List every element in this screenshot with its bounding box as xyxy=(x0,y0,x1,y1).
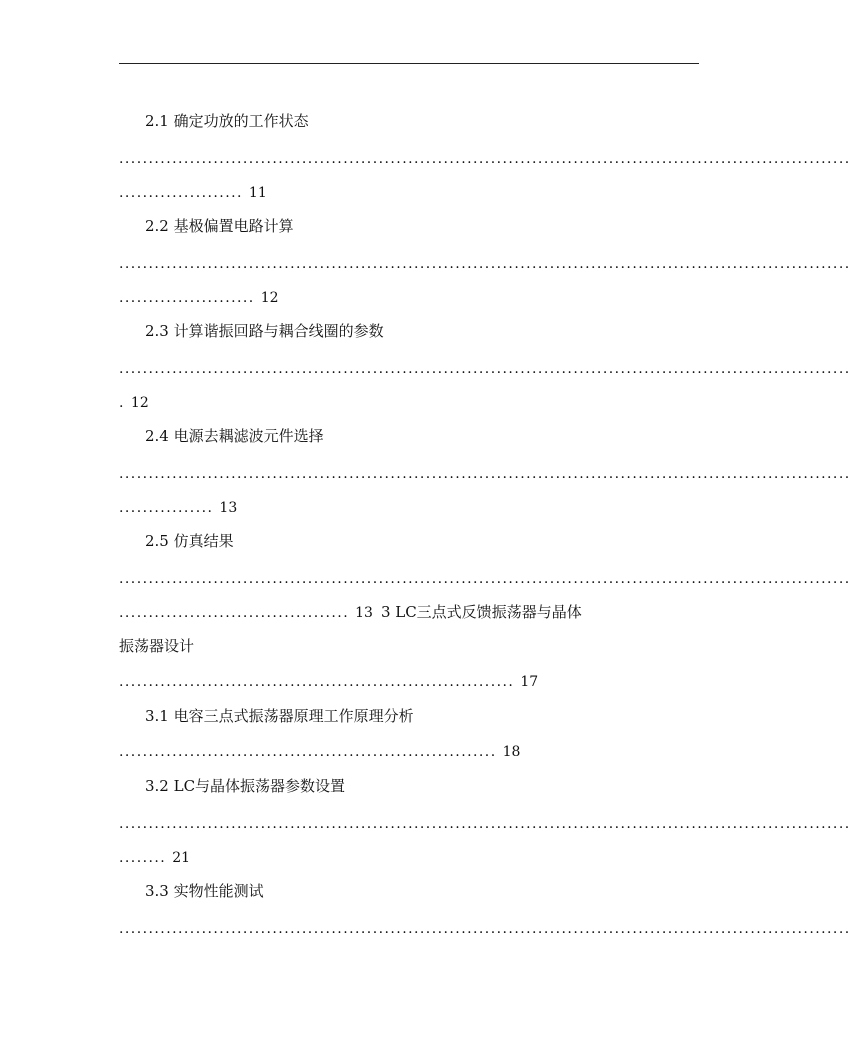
toc-page-number[interactable]: 12 xyxy=(130,395,149,411)
toc-page-number[interactable]: 21 xyxy=(172,850,191,866)
toc-entry-2-4-title[interactable]: 2.4 电源去耦滤波元件选择 xyxy=(145,427,324,445)
leader-dots: ....................................... xyxy=(119,605,350,621)
toc-leader-dots: ............................................................................................................................ xyxy=(119,466,851,482)
leader-dots: ........ xyxy=(119,850,167,866)
toc-entry-3-3-title[interactable]: 3.3 实物性能测试 xyxy=(145,882,264,900)
toc-leader-dots: ............................................................................................................................ xyxy=(119,256,851,272)
toc-page-number[interactable]: 18 xyxy=(502,744,521,760)
toc-leader-dots: ............................................................................................................................ xyxy=(119,571,851,587)
toc-entry-3-title-wrap[interactable]: 振荡器设计 xyxy=(119,637,195,655)
toc-entry-2-1-title[interactable]: 2.1 确定功放的工作状态 xyxy=(145,112,309,130)
toc-entry-2-2-title[interactable]: 2.2 基极偏置电路计算 xyxy=(145,217,294,235)
toc-page-number[interactable]: 11 xyxy=(248,185,267,201)
toc-entry-2-5-title[interactable]: 2.5 仿真结果 xyxy=(145,532,234,550)
toc-page-number[interactable]: 17 xyxy=(520,674,539,690)
toc-entry-3-title-start[interactable]: 3 LC三点式反馈振荡器与晶体 xyxy=(380,603,582,621)
toc-leader-dots: ............................................................................................................................ xyxy=(119,921,851,937)
toc-entry-2-2-leader xyxy=(119,288,279,308)
leader-dots: ................................................................... xyxy=(119,674,515,690)
leader-dots: ..................... xyxy=(119,185,243,201)
leader-dots: ....................... xyxy=(119,290,255,306)
leader-dots: . xyxy=(119,395,125,411)
leader-dots: ................ xyxy=(119,500,214,516)
toc-leader-dots: ............................................................................................................................ xyxy=(119,361,851,377)
toc-entry-3-2-leader xyxy=(119,848,190,868)
toc-page-number[interactable]: 13 xyxy=(219,500,238,516)
toc-entry-2-4-leader xyxy=(119,498,237,518)
toc-entry-2-1-leader xyxy=(119,183,267,203)
header-rule xyxy=(119,63,699,64)
toc-page-number[interactable]: 12 xyxy=(260,290,279,306)
toc-entry-3-1-title[interactable]: 3.1 电容三点式振荡器原理工作原理分析 xyxy=(145,707,414,725)
toc-entry-2-5-leader xyxy=(119,602,582,622)
toc-entry-3-leader xyxy=(119,672,538,692)
toc-leader-dots: ............................................................................................................................ xyxy=(119,151,851,167)
toc-entry-2-3-title[interactable]: 2.3 计算谐振回路与耦合线圈的参数 xyxy=(145,322,384,340)
toc-entry-3-2-title[interactable]: 3.2 LC与晶体振荡器参数设置 xyxy=(145,777,346,795)
toc-entry-3-1-leader xyxy=(119,742,520,762)
toc-leader-dots: ............................................................................................................................ xyxy=(119,816,851,832)
toc-entry-2-3-leader xyxy=(119,393,149,413)
toc-page-number[interactable]: 13 xyxy=(355,605,373,621)
leader-dots: ................................................................ xyxy=(119,744,497,760)
